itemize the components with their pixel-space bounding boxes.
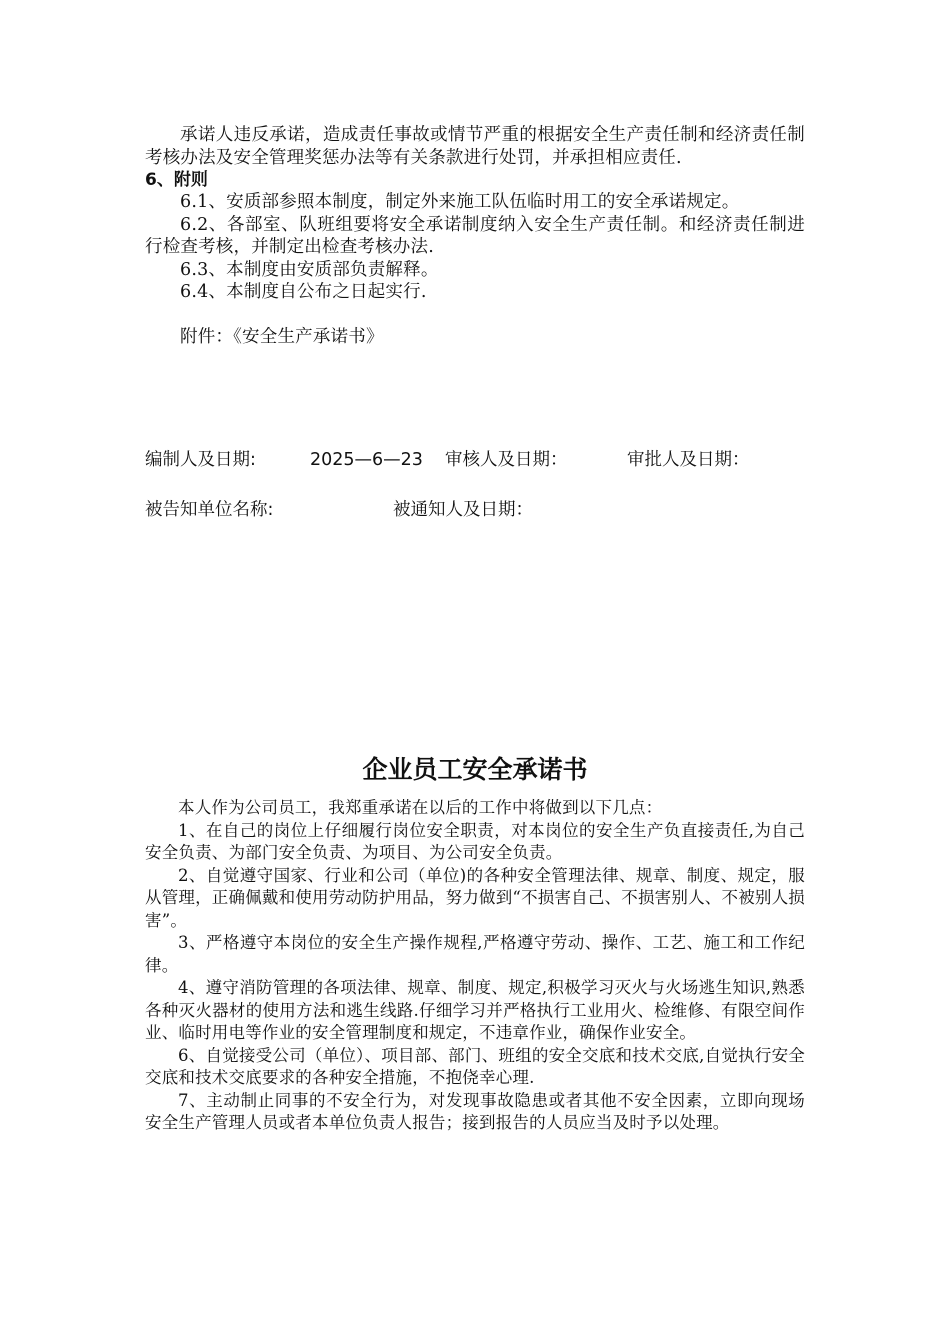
appendix-item-6-2: 6.2、各部室、队班组要将安全承诺制度纳入安全生产责任制。和经济责任制进行检查考核，并制定出检查考核办法. xyxy=(145,214,805,257)
pledge-item-4: 4、遵守消防管理的各项法律、规章、制度、规定,积极学习灭火与火场逃生知识,熟悉各种灭火器材的使用方法和逃生线路.仔细学习并严格执行工业用火、检维修、有限空间作业、临时用电等作业的安全管理制度和规定，不违章作业，确保作业安全。 xyxy=(145,978,805,1042)
pledge-item-3: 3、严格遵守本岗位的安全生产操作规程,严格遵守劳动、操作、工艺、施工和工作纪律。 xyxy=(145,933,805,975)
pledge-item-2: 2、自觉遵守国家、行业和公司（单位)的各种安全管理法律、规章、制度、规定，服从管理，正确佩戴和使用劳动防护用品，努力做到“不损害自己、不损害别人、不被别人损害”。 xyxy=(145,865,805,930)
compiler-date: 2025—6—23 xyxy=(310,450,423,470)
approver-label: 审批人及日期： xyxy=(627,450,750,470)
regulation-section xyxy=(145,124,805,348)
pledge-intro: 本人作为公司员工，我郑重承诺在以后的工作中将做到以下几点： xyxy=(178,798,663,817)
notified-person-label: 被通知人及日期： xyxy=(393,500,533,520)
pledge-item-6: 6、自觉接受公司（单位）、项目部、部门、班组的安全交底和技术交底,自觉执行安全交底和技术交底要求的各种安全措施，不抱侥幸心理. xyxy=(145,1045,805,1087)
attachment-line: 附件：《安全生产承诺书》 xyxy=(180,326,384,347)
appendix-item-6-1: 6.1、安质部参照本制度，制定外来施工队伍临时用工的安全承诺规定。 xyxy=(180,192,740,212)
notified-unit-label: 被告知单位名称: xyxy=(145,500,274,520)
compiler-label: 编制人及日期: xyxy=(145,450,256,470)
pledge-item-1: 1、在自己的岗位上仔细履行岗位安全职责，对本岗位的安全生产负直接责任,为自己安全负责、为部门安全负责、为项目、为公司安全负责。 xyxy=(145,820,805,862)
appendix-item-6-4: 6.4、本制度自公布之日起实行. xyxy=(180,282,427,302)
appendix-item-6-3: 6.3、本制度由安质部负责解释。 xyxy=(180,259,439,280)
pledge-title: 企业员工安全承诺书 xyxy=(362,755,588,784)
pledge-item-7: 7、主动制止同事的不安全行为，对发现事故隐患或者其他不安全因素，立即向现场安全生产管理人员或者本单位负责人报告；接到报告的人员应当及时予以处理。 xyxy=(145,1090,805,1132)
appendix-heading: 6、附则 xyxy=(145,170,208,190)
signature-line-1 xyxy=(145,448,805,472)
violation-paragraph: 承诺人违反承诺，造成责任事故或情节严重的根据安全生产责任制和经济责任制考核办法及安全管理奖惩办法等有关条款进行处罚，并承担相应责任. xyxy=(145,125,805,168)
reviewer-label: 审核人及日期： xyxy=(445,450,568,470)
signature-line-2 xyxy=(145,498,805,522)
pledge-body xyxy=(145,797,805,1135)
